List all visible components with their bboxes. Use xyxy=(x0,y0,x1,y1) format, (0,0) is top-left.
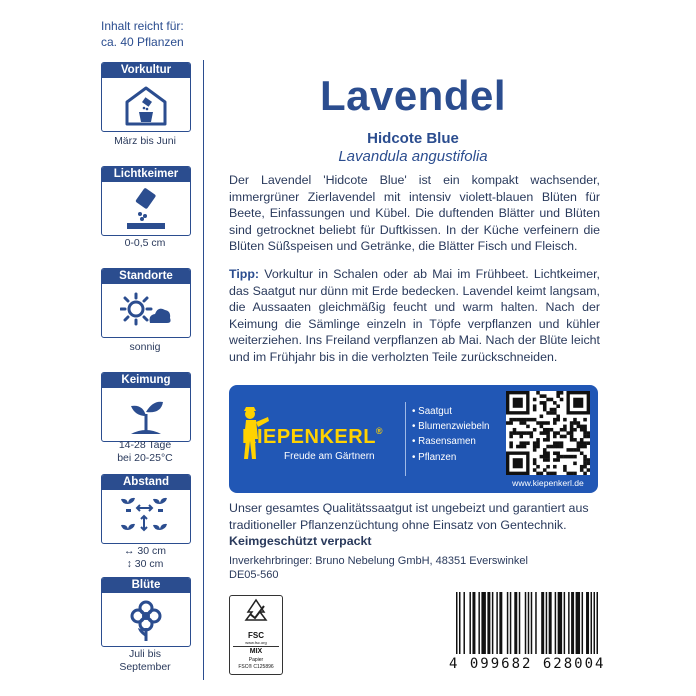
tree-check-icon xyxy=(230,596,282,626)
barcode xyxy=(456,592,598,654)
bloom-end: September xyxy=(119,661,171,673)
product-title: Lavendel xyxy=(319,72,507,119)
seedling-icon xyxy=(123,392,169,438)
yield-info xyxy=(101,18,184,50)
qr-code-icon xyxy=(506,391,590,475)
brand-motto: Freude am Gärtnern xyxy=(284,451,375,462)
card-header: Keimung xyxy=(102,373,190,388)
barcode-number: 4 099682 628004 xyxy=(449,656,606,672)
product-range-list xyxy=(412,404,490,465)
list-item: • Pflanzen xyxy=(412,451,457,463)
bloom-start: Juli bis xyxy=(128,648,162,660)
fsc-mark: FSC xyxy=(248,631,264,640)
list-item: • Blumenzwiebeln xyxy=(412,421,490,433)
fsc-license: FSC® C125896 xyxy=(238,664,274,670)
fsc-material: Papier xyxy=(248,657,264,663)
description: Der Lavendel 'Hidcote Blue' ist ein kompakt wachsender, immergrüner Zierlavendel mit intensiv violett-blauen Blüten für Beete, Einfassungen und Kübel. Die duftenden Blätter und Blüten sind getrocknet beliebt für Duftkissen. In der Küche verfeinern die Blüten Süßspeisen und Getränke, die Blätter Fisch und Fleisch. xyxy=(229,173,600,254)
sun-cloud-icon xyxy=(120,291,172,331)
list-item: • Saatgut xyxy=(412,406,452,417)
brand-wordmark: KIEPENKERL xyxy=(242,426,376,448)
registered-mark: ® xyxy=(375,426,384,436)
card-standorte xyxy=(101,268,191,338)
card-caption xyxy=(101,648,189,674)
card-caption xyxy=(101,439,189,465)
tip-paragraph xyxy=(229,266,600,366)
card-caption xyxy=(101,545,189,571)
germination-temp: bei 20-25°C xyxy=(117,452,173,464)
qr-code[interactable] xyxy=(506,391,590,475)
tip-label: Tipp: xyxy=(229,267,260,281)
card-abstand xyxy=(101,474,191,544)
spacing-horizontal: ↔ 30 cm xyxy=(123,545,166,557)
fsc-type: MIX xyxy=(233,646,279,656)
card-lichtkeimer xyxy=(101,166,191,236)
card-caption: März bis Juni xyxy=(114,135,176,147)
germination-days: 14-28 Tage xyxy=(118,439,172,451)
fsc-label xyxy=(229,595,283,675)
flower-icon xyxy=(123,597,169,643)
packaging-note: Keimgeschützt verpackt xyxy=(229,534,372,548)
card-header: Abstand xyxy=(102,475,190,490)
fsc-site: www.fsc.org xyxy=(245,640,267,645)
yield-amount: ca. 40 Pflanzen xyxy=(101,35,184,49)
product-code: DE05-560 xyxy=(229,569,279,581)
column-divider xyxy=(203,60,204,680)
card-caption: 0-0,5 cm xyxy=(124,237,166,249)
spacing-icon xyxy=(118,494,174,540)
card-vorkultur xyxy=(101,62,191,132)
banner-divider xyxy=(405,402,406,476)
distributor-info: Inverkehrbringer: Bruno Nebelung GmbH, 48351 Everswinkel xyxy=(229,555,528,567)
seed-packet-icon xyxy=(123,186,169,232)
variety-name: Hidcote Blue xyxy=(367,130,459,147)
brand-name xyxy=(242,426,383,449)
greenhouse-icon xyxy=(123,82,169,128)
tip-text: Vorkultur in Schalen oder ab Mai im Frühbeet. Lichtkeimer, das Saatgut nur dünn mit Erde bedecken. Lavendel keimt langsam, die Aussaaten gleichmäßig feucht und warm halten. Nach der Keimung die Sämlinge einzeln in Töpfe verpflanzen und kühler weiterziehen. Ins Freiland verpflanzen ab Mai. Nach der Blüte leicht und im Frühjahr bis in die verholzten Teile zurückschneiden. xyxy=(229,267,600,364)
spacing-vertical: ↕ 30 cm xyxy=(126,558,164,570)
quality-statement: Unser gesamtes Qualitätssaatgut ist ungebeizt und garantiert aus traditioneller Pflanzenzüchtung ohne Einsatz von Gentechnik. xyxy=(229,501,589,532)
list-item: • Rasensamen xyxy=(412,436,476,448)
card-caption: sonnig xyxy=(129,341,161,353)
latin-name: Lavandula angustifolia xyxy=(338,148,488,165)
card-header: Vorkultur xyxy=(102,63,190,78)
website-link[interactable]: www.kiepenkerl.de xyxy=(512,478,584,488)
card-header: Lichtkeimer xyxy=(102,167,190,182)
card-header: Standorte xyxy=(102,269,190,284)
card-header: Blüte xyxy=(102,578,190,593)
card-keimung xyxy=(101,372,191,442)
card-bluete xyxy=(101,577,191,647)
yield-label: Inhalt reicht für: xyxy=(101,19,184,33)
